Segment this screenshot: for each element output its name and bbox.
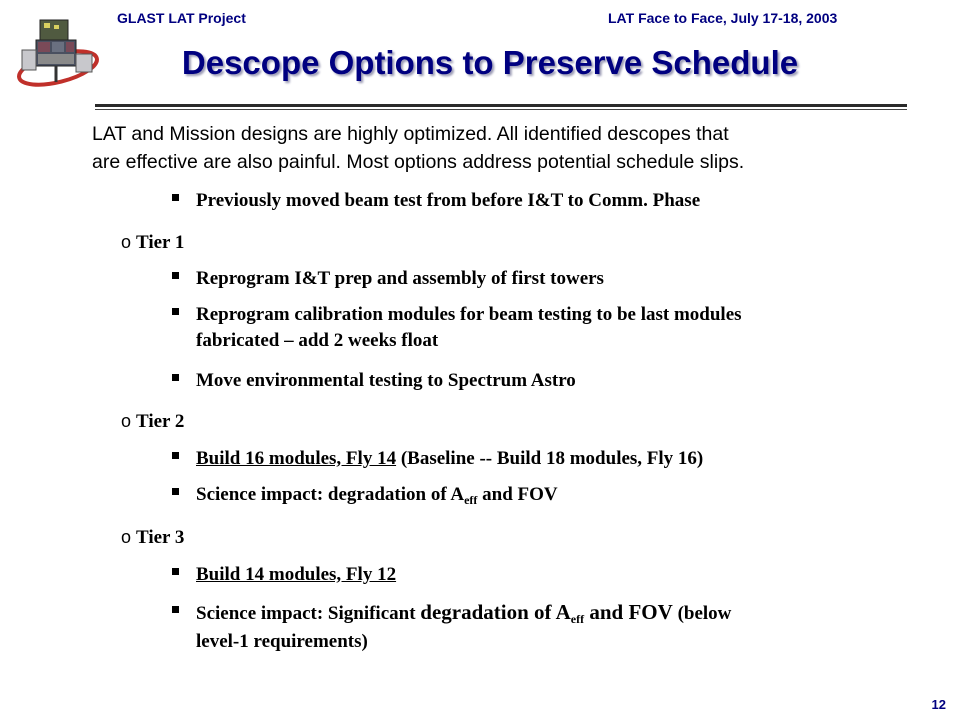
bullet-square-icon [172,272,179,279]
bullet-text: Build 14 modules, Fly 12 [196,564,397,585]
bullet-text: Reprogram I&T prep and assembly of first towers [196,268,604,289]
header-meeting: LAT Face to Face, July 17-18, 2003 [608,10,838,26]
bullet-text [196,482,558,507]
subscript: eff [570,612,585,626]
science-text-end: (below [672,603,732,624]
title-rule-thin [95,109,907,110]
bullet-square-icon [172,452,179,459]
science-text: Science impact: degradation of A [196,484,465,505]
title-rule [95,104,907,107]
intro-paragraph [92,120,922,176]
bullet-text: Previously moved beam test from before I&T to Comm. Phase [196,190,701,211]
science-text: Science impact: Significant [196,603,421,624]
bullet-text [196,446,703,471]
bullet-text: Move environmental testing to Spectrum Astro [196,370,576,391]
header-project: GLAST LAT Project [117,10,246,26]
science-text-large-end: and FOV [584,600,673,624]
tier-marker: o [121,527,132,547]
tier2-heading [121,411,184,433]
tier1-heading [121,232,184,254]
subscript: eff [464,493,478,507]
science-text-end: and FOV [477,484,558,505]
underlined-text: Build 16 modules, Fly 14 [196,448,397,469]
bullet-text: level-1 requirements) [196,631,368,652]
slide-title: Descope Options to Preserve Schedule [181,44,799,81]
science-text-large: degradation of A [420,600,571,624]
bullet-text [196,600,731,626]
tier3-heading [121,527,184,549]
tier-label: Tier 2 [136,411,185,432]
bullet-square-icon [172,194,179,201]
bullet-text: Reprogram calibration modules for beam testing to be last modules [196,304,742,325]
intro-line-1: LAT and Mission designs are highly optimized. All identified descopes that [92,123,729,145]
bullet-square-icon [172,606,179,613]
intro-line-2: are effective are also painful. Most options address potential schedule slips. [92,151,745,173]
tier-marker: o [121,232,132,252]
tier-label: Tier 1 [136,232,185,253]
bullet-square-icon [172,308,179,315]
bullet-square-icon [172,568,179,575]
baseline-text: (Baseline -- Build 18 modules, Fly 16) [396,448,704,469]
page-number: 12 [931,697,946,712]
tier-marker: o [121,411,132,431]
bullet-square-icon [172,488,179,495]
bullet-text: fabricated – add 2 weeks float [196,330,439,351]
tier-label: Tier 3 [136,527,185,548]
bullet-square-icon [172,374,179,381]
